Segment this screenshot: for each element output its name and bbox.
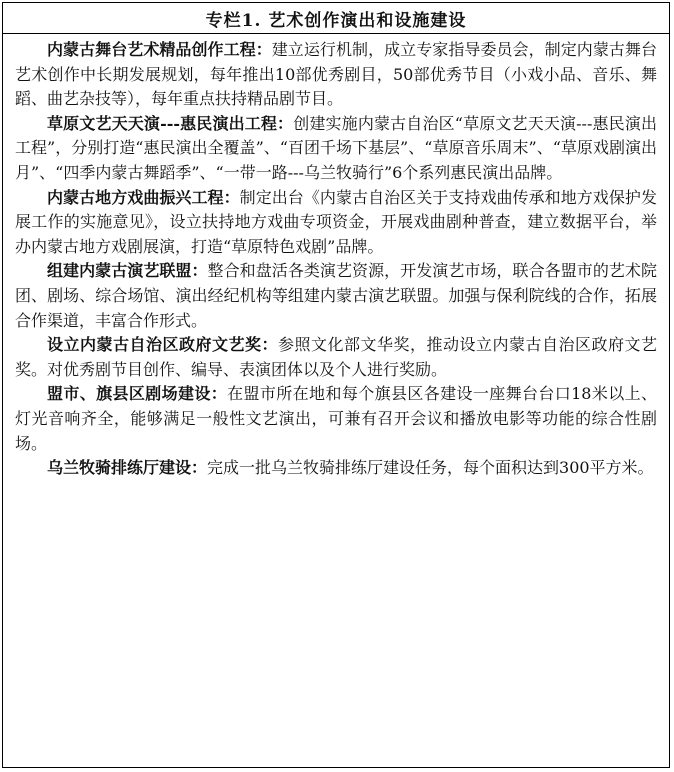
item-heading: 内蒙古地方戏曲振兴工程： bbox=[47, 187, 240, 207]
item-paragraph bbox=[15, 38, 657, 112]
item-heading: 组建内蒙古演艺联盟： bbox=[47, 261, 208, 281]
item-heading: 内蒙古舞台艺术精品创作工程： bbox=[47, 40, 272, 59]
item-paragraph bbox=[15, 112, 657, 186]
item-body: 参照文化部文华奖，推动设立内蒙古自治区政府文艺奖。对优秀剧节目创作、编导、表演团体以及个人进行奖励。 bbox=[15, 335, 657, 379]
item-paragraph bbox=[15, 186, 657, 260]
item-body: 整合和盘活各类演艺资源，开发演艺市场，联合各盟市的艺术院团、剧场、综合场馆、演出经纪机构等组建内蒙古演艺联盟。加强与保利院线的合作，拓展合作渠道，丰富合作形式。 bbox=[15, 261, 657, 330]
item-heading: 草原文艺天天演---惠民演出工程： bbox=[47, 113, 294, 133]
item-paragraph bbox=[15, 456, 657, 481]
item-heading: 盟市、旗县区剧场建设： bbox=[47, 384, 228, 404]
item-body: 制定出台《内蒙古自治区关于支持戏曲传承和地方戏保护发展工作的实施意见》，设立扶持地方戏曲专项资金，开展戏曲剧种普查，建立数据平台，举办内蒙古地方戏剧展演，打造“草原特色戏剧”品牌。 bbox=[15, 187, 657, 256]
item-paragraph bbox=[15, 333, 657, 382]
item-body: 完成一批乌兰牧骑排练厅建设任务，每个面积达到300平方米。 bbox=[207, 458, 654, 478]
column-content bbox=[3, 34, 669, 481]
item-paragraph bbox=[15, 382, 657, 456]
column-title: 专栏1. 艺术创作演出和设施建设 bbox=[3, 3, 669, 34]
item-body: 创建实施内蒙古自治区“草原文艺天天演---惠民演出工程”，分别打造“惠民演出全覆盖”、“百团千场下基层”、“草原音乐周末”、“草原戏剧演出月”、“四季内蒙古舞蹈季”、“一带一路---乌兰牧骑行”6个系列惠民演出品牌。 bbox=[15, 113, 657, 182]
item-heading: 设立内蒙古自治区政府文艺奖： bbox=[47, 335, 278, 355]
item-paragraph bbox=[15, 259, 657, 333]
item-heading: 乌兰牧骑排练厅建设： bbox=[47, 458, 208, 478]
item-body: 建立运行机制，成立专家指导委员会，制定内蒙古舞台艺术创作中长期发展规划，每年推出10部优秀剧目，50部优秀节目（小戏小品、音乐、舞蹈、曲艺杂技等），每年重点扶持精品剧节目。 bbox=[15, 40, 657, 109]
item-body: 在盟市所在地和每个旗县区各建设一座舞台台口18米以上、灯光音响齐全，能够满足一般性文艺演出，可兼有召开会议和播放电影等功能的综合性剧场。 bbox=[15, 384, 657, 453]
column-box bbox=[2, 2, 670, 768]
